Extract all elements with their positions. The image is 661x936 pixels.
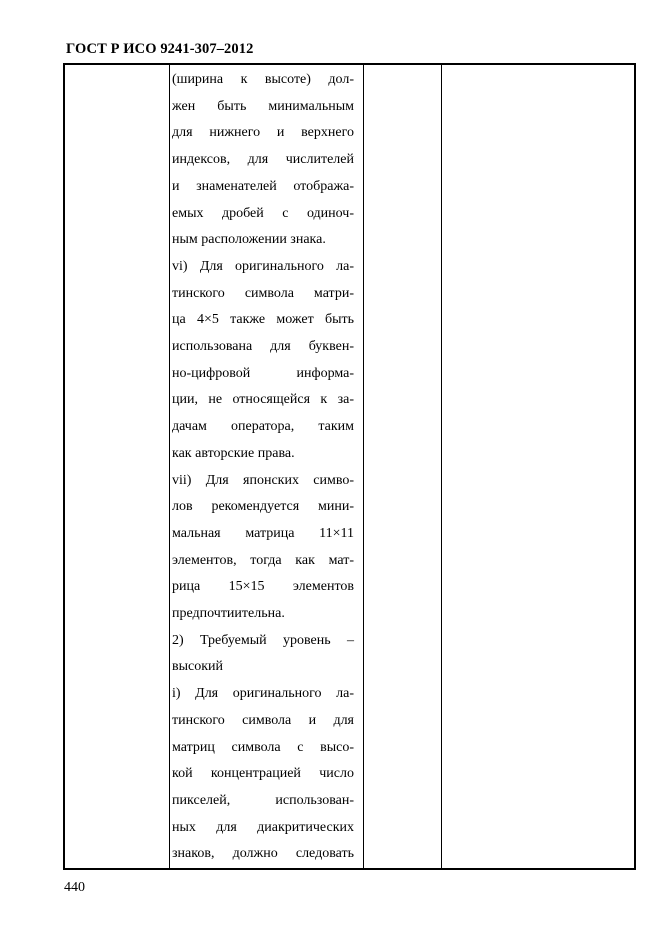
column-divider-2 [363, 65, 364, 868]
text-line: ции, не относящейся к за- [172, 392, 354, 408]
requirement-text-cell [172, 67, 354, 868]
text-line: рица 15×15 элементов [172, 579, 354, 595]
text-line: высокий [172, 659, 224, 675]
text-line: матриц символа с высо- [172, 739, 354, 755]
document-header: ГОСТ Р ИСО 9241-307–2012 [66, 41, 254, 57]
text-line: i) Для оригинального ла- [172, 686, 354, 702]
page-number: 440 [64, 880, 85, 895]
text-line: индексов, для числителей [172, 152, 354, 168]
text-line: 2) Требуемый уровень – [172, 632, 354, 648]
text-line: (ширина к высоте) дол- [172, 72, 354, 87]
text-line: ца 4×5 также может быть [172, 312, 354, 328]
text-line: пикселей, использован- [172, 792, 354, 808]
text-line: предпочтиительна. [172, 606, 285, 622]
text-line: использована для буквен- [172, 339, 354, 355]
text-line: дачам оператора, таким [172, 419, 354, 435]
text-line: vi) Для оригинального ла- [172, 258, 354, 274]
text-line: как авторские права. [172, 445, 295, 461]
text-line: ным расположении знака. [172, 232, 326, 248]
text-line: кой концентрацией число [172, 766, 354, 782]
text-line: тинского символа и для [172, 712, 354, 728]
text-line: лов рекомендуется мини- [172, 499, 354, 515]
column-divider-3 [441, 65, 442, 868]
text-line: vii) Для японских симво- [172, 472, 354, 488]
text-line: но-цифровой информа- [172, 365, 354, 381]
text-line: ных для диакритических [172, 819, 354, 835]
text-line: для нижнего и верхнего [172, 125, 354, 141]
text-line: элементов, тогда как мат- [172, 552, 354, 568]
column-divider-1 [169, 65, 170, 868]
text-line: и знаменателей отобража- [172, 178, 354, 194]
text-line: жен быть минимальным [172, 98, 354, 114]
text-line: мальная матрица 11×11 [172, 525, 354, 541]
requirements-table [63, 63, 636, 870]
text-line: знаков, должно следовать [172, 846, 354, 862]
text-line: емых дробей с одиноч- [172, 205, 354, 221]
text-line: тинского символа матри- [172, 285, 354, 301]
